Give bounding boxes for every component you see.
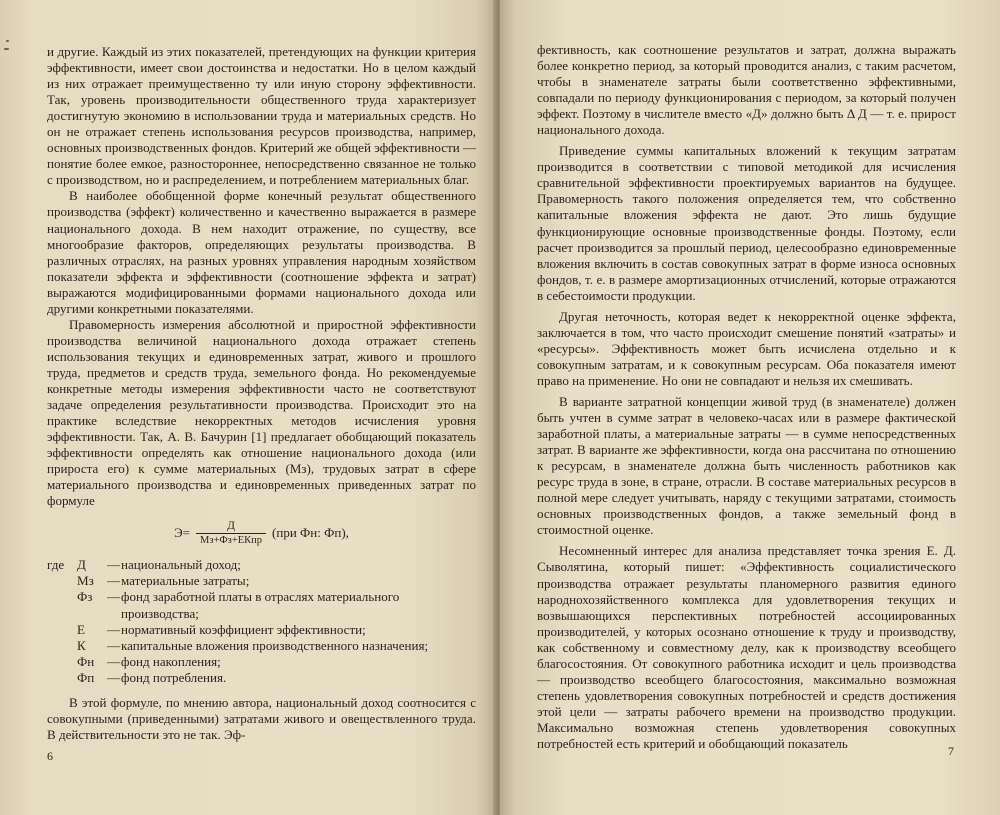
definition-row: Фз — фонд заработной платы в отраслях материального производства;	[47, 589, 476, 621]
formula-lhs: Э=	[174, 525, 190, 541]
paragraph: Правомерность измерения абсолютной и приростной эффективности производства величиной национального дохода отражает степень использования текущих и единовременных затрат, живого и прошлого труда, предметов и средств труда, земельного фонда. Но рекомендуемые конкретные методы измерения эффективности часто не соответствуют задаче определения результативности производства. Происходит это на практике вследствие некорректных методов исчисления уровня эффективности. Так, А. В. Бачурин [1] предлагает обобщающий показатель эффективности определять как отношение национального дохода (или прироста его) к сумме материальных (Мз), трудовых затрат в сфере материального производства и единовременных приведенных затрат по формуле	[47, 316, 476, 509]
paragraph: фективность, как соотношение результатов и затрат, должна выражать более конкретно период, за который проводится анализ, с таким расчетом, чтобы в знаменателе затраты были соответственно эффективными, совпадали по периоду функционирования с периодом, за который получен эффект. Поэтому в числителе вместо «Д» должно быть Δ Д — т. е. прирост национального дохода.	[537, 42, 956, 138]
formula-fraction	[196, 520, 266, 547]
where-label: где	[47, 557, 65, 573]
left-text-column	[47, 44, 476, 743]
paragraph: и другие. Каждый из этих показателей, претендующих на функции критерия эффективности, имеет свои достоинства и недостатки. Но в целом каждый из них отражает преимущественно ту или иную сторону эффективности. Так, уровень производительности общественного труда характеризует достигнутую экономию в использовании труда и материальных средств. Но он не отражает степень использования ресурсов производства, например, основных производственных фондов. Критерий же общей эффективности — понятие более емкое, разностороннее, непосредственно связанное не только с производством, но и распределением, и потреблением материальных благ.	[47, 44, 476, 188]
paragraph: В варианте затратной концепции живой труд (в знаменателе) должен быть учтен в сумме затрат в человеко-часах или в размере фактической заработной платы, а материальные затраты — в сумме непосредственных затрат. В варианте же эффективности, когда она рассчитана по отношению к ресурсам, в знаменателе должна быть численность работников как ресурс труда в зоне, в стране, отрасли. В составе материальных ресурсов в полной мере следует учитывать, наряду с текущими затратами, стоимость основных производственных фондов, а также земельный фонд в стоимостной оценке.	[537, 393, 956, 538]
paper-speck	[6, 40, 9, 42]
definition-row: Фп — фонд потребления.	[47, 670, 476, 686]
paragraph: В наиболее обобщенной форме конечный результат общественного производства (эффект) количественно и качественно выражается в размере национального дохода. В нем находит отражение, по существу, все многообразие факторов, определяющих результаты производства. В различных отраслях, на разных уровнях управления народным хозяйством показатели эффекта и эффективности (соотношение эффекта и затрат) выражаются модифицированными формами национального дохода или другими конкретными показателями.	[47, 188, 476, 316]
definition-symbol: К	[77, 637, 86, 653]
definition-symbol: Е	[77, 621, 85, 637]
definition-text: фонд заработной платы в отраслях материального производства;	[121, 589, 400, 621]
definition-text: материальные затраты;	[121, 573, 250, 589]
definition-text: фонд накопления;	[121, 653, 221, 669]
definition-text: капитальные вложения производственного назначения;	[121, 637, 429, 653]
efficiency-formula	[47, 515, 476, 551]
definition-symbol: Д	[77, 557, 86, 573]
definition-row: Мз — материальные затраты;	[47, 573, 476, 589]
definition-text: фонд потребления.	[121, 669, 227, 685]
definition-text: национальный доход;	[121, 557, 241, 573]
paragraph: Другая неточность, которая ведет к некорректной оценке эффекта, заключается в том, что часто происходит смешение понятий «затраты» и «ресурсы». Эффективность может быть исчислена отдельно и к совокупным затратам, и к совокупным ресурсам. Оба показателя имеют право на применение. Но они не совпадают и нельзя их смешивать.	[537, 308, 956, 388]
definition-symbol: Мз	[77, 573, 94, 589]
page-number-left: 6	[47, 749, 53, 763]
definition-symbol: Фн	[77, 653, 95, 669]
definitions-list	[47, 557, 476, 685]
paragraph: Приведение суммы капитальных вложений к текущим затратам производится в соответствии с типовой методикой для исчисления сравнительной эффективности проектируемых вариантов на будущее. Правомерность такого положения определяется тем, что собственно капитальные вложения эффекта не дают. Это лишь будущие функционирующие основные производственные фонды. Поэтому, если расчет производится за прошлый период, целесообразно единовременные вложения включить в состав совокупных затрат в форме износа основных фондов, т. е. в размере амортизационных отчислений, которые отражаются в себестоимости продукции.	[537, 143, 956, 303]
definition-text: нормативный коэффициент эффективности;	[121, 621, 366, 637]
paragraph: В этой формуле, по мнению автора, национальный доход соотносится с совокупными (приведенными) затратами живого и овеществленного труда. В действительности это не так. Эф-	[47, 694, 476, 742]
paragraph: Несомненный интерес для анализа представляет точка зрения Е. Д. Сыволятина, который пишет: «Эффективность социалистического производства отражает результаты планомерного развития единого народнохозяйственного комплекса для удовлетворения текущих и возвышающихся перспективных потребностей ассоциированных производителей, у которых осознано отношение к труду и производству, как собственному и совместному делу, как к производству всеобщего благосостояния. От совокупного работника исходит и цель производства — производство всеобщего благосостояния, максимально возможная степень удовлетворения совокупных потребностей и средств достижения этой цели — затраты рабочего времени на производство продукции. Максимально возможная степень удовлетворения совокупных потребностей есть критерий и обобщающий показатель	[537, 543, 956, 751]
definition-row: Е — нормативный коэффициент эффективности;	[47, 622, 476, 638]
formula-numerator: Д	[227, 519, 235, 532]
formula-denominator: Мз+Фз+ЕКпр	[196, 533, 266, 547]
page-number-right: 7	[948, 744, 954, 758]
right-text-column	[537, 42, 956, 752]
definition-row: где Д — национальный доход;	[47, 557, 476, 573]
definition-symbol: Фп	[77, 669, 95, 685]
definition-row: К — капитальные вложения производственного назначения;	[47, 638, 476, 654]
definition-row: Фн — фонд накопления;	[47, 654, 476, 670]
paper-speck	[4, 48, 9, 50]
formula-condition: (при Фн: Фп),	[272, 525, 349, 541]
definition-symbol: Фз	[77, 589, 93, 605]
